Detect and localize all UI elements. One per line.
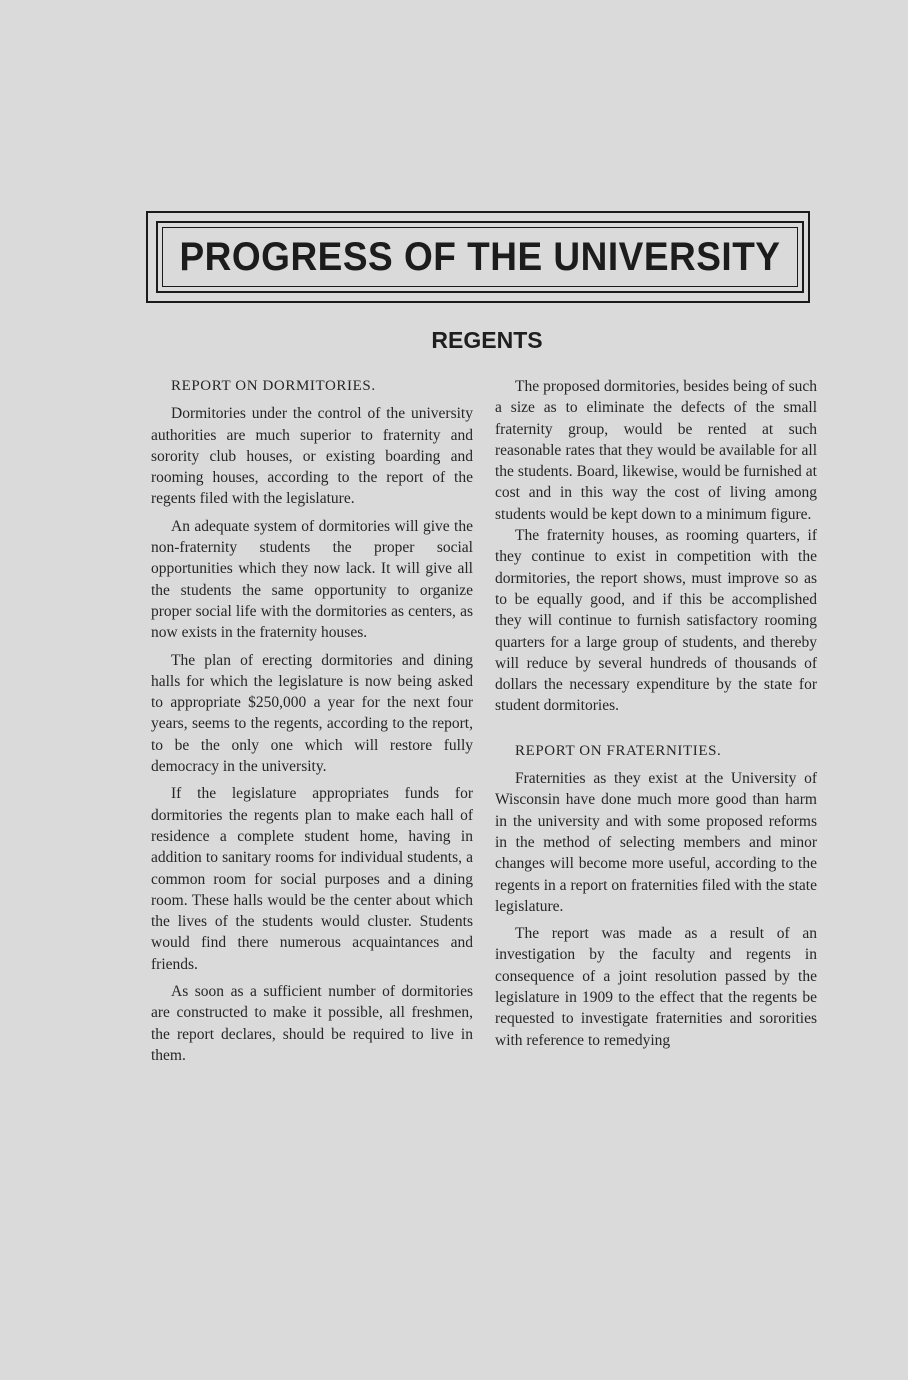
paragraph: Fraternities as they exist at the University of Wisconsin have done much more good than harm in the university and with some proposed reforms in the method of selecting members and minor changes will become more useful, according to the regents in a report on fraternities filed with the state legislature.	[495, 770, 817, 915]
title-frame-rule	[162, 227, 798, 287]
left-column	[151, 376, 473, 1066]
section-heading: REGENTS	[431, 327, 543, 353]
paragraph: The proposed dormitories, besides being of such a size as to eliminate the defects of the small fraternity group, would be rented at such reasonable rates that they would be available for all the students. Board, likewise, would be furnished at cost and in this way the cost of living among students would be kept down to a minimum figure.	[495, 378, 817, 523]
paragraph: The fraternity houses, as rooming quarters, if they continue to exist in competition with the dormitories, the report shows, must improve so as to be equally good, and if this be accomplished they will continue to furnish satisfactory rooming quarters for a large group of students, and thereby will reduce by several hundreds of thousands of dollars the necessary expenditure by the state for student dormitories.	[495, 527, 817, 715]
subheading-dormitories: REPORT ON DORMITORIES.	[171, 378, 376, 394]
paragraph: The report was made as a result of an investigation by the faculty and regents in consequence of a joint resolution passed by the legislature in 1909 to the effect that the regents be requested to investigate fraternities and sororities with reference to remedying	[495, 925, 817, 1049]
paragraph: Dormitories under the control of the university authorities are much superior to fraternity and sorority club houses, or existing boarding and rooming houses, according to the report of the regents filed with the legislature.	[151, 405, 473, 508]
paragraph: The plan of erecting dormitories and dining halls for which the legislature is now being asked to appropriate $250,000 a year for the next four years, seems to the regents, according to the report, to be the only one which will restore fully democracy in the university.	[151, 651, 473, 776]
paragraph: An adequate system of dormitories will give the non-fraternity students the proper social opportunities which they now lack. It will give all the students the same opportunity to organize proper social life with the dormitories as centers, as now exists in the fraternity houses.	[151, 517, 473, 642]
subheading-fraternities: REPORT ON FRATERNITIES.	[515, 742, 722, 759]
page-title: PROGRESS OF THE UNIVERSITY	[179, 234, 781, 279]
paragraph: If the legislature appropriates funds for dormitories the regents plan to make each hall of residence a complete student home, having in addition to sanitary rooms for individual students, a common room for social purposes and a dining room. These halls would be the center about which the lives of the students would cluster. Students would find there numerous acquaintances and friends.	[151, 785, 473, 973]
paragraph: As soon as a sufficient number of dormitories are constructed to make it possible, all freshmen, the report declares, should be required to live in them.	[151, 983, 473, 1064]
title-frame	[146, 211, 810, 303]
right-column	[495, 376, 817, 1051]
title-frame-inner	[156, 221, 804, 293]
